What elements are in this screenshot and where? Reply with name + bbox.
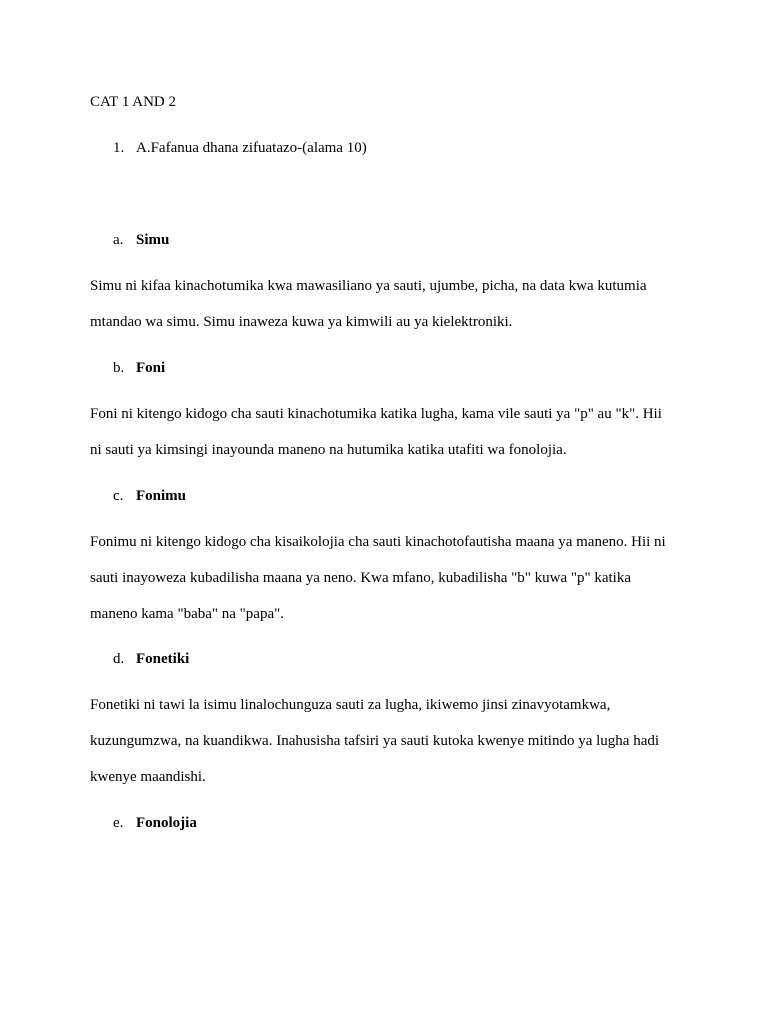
paragraph-line: kuzungumzwa, na kuandikwa. Inahusisha tafsiri ya sauti kutoka kwenye mitindo ya lugha hadi <box>90 733 660 749</box>
section-heading-foni <box>113 359 165 377</box>
section-marker: e. <box>113 815 124 831</box>
question-text: A.Fafanua dhana zifuatazo-(alama 10) <box>136 140 367 156</box>
paragraph-line: mtandao wa simu. Simu inaweza kuwa ya kimwili au ya kielektroniki. <box>90 314 513 330</box>
section-term: Fonetiki <box>136 651 190 667</box>
section-term: Simu <box>136 232 170 248</box>
paragraph-line: Simu ni kifaa kinachotumika kwa mawasiliano ya sauti, ujumbe, picha, na data kwa kutumia <box>90 278 647 294</box>
section-marker: b. <box>113 360 125 376</box>
section-paragraph-simu <box>90 268 680 340</box>
document-title: CAT 1 AND 2 <box>90 94 176 110</box>
section-term: Fonolojia <box>136 815 197 831</box>
section-term: Foni <box>136 360 166 376</box>
section-heading-fonimu <box>113 487 186 505</box>
section-paragraph-fonetiki <box>90 687 680 795</box>
paragraph-line: sauti inayoweza kubadilisha maana ya neno. Kwa mfano, kubadilisha "b" kuwa "p" katika <box>90 570 632 586</box>
section-heading-fonolojia <box>113 814 197 832</box>
paragraph-line: ni sauti ya kimsingi inayounda maneno na hutumika katika utafiti wa fonolojia. <box>90 442 567 458</box>
question-number: 1. <box>113 140 125 156</box>
section-heading-simu <box>113 231 169 249</box>
section-term: Fonimu <box>136 488 187 504</box>
section-marker: c. <box>113 488 124 504</box>
paragraph-line: maneno kama "baba" na "papa". <box>90 606 284 622</box>
section-heading-fonetiki <box>113 650 189 668</box>
section-marker: d. <box>113 651 125 667</box>
paragraph-line: Fonimu ni kitengo kidogo cha kisaikolojia cha sauti kinachotofautisha maana ya maneno. Hii ni <box>90 534 666 550</box>
paragraph-line: Fonetiki ni tawi la isimu linalochunguza sauti za lugha, ikiwemo jinsi zinavyotamkwa, <box>90 697 611 713</box>
paragraph-line: kwenye maandishi. <box>90 769 206 785</box>
paragraph-line: Foni ni kitengo kidogo cha sauti kinachotumika katika lugha, kama vile sauti ya "p" au "k". Hii <box>90 406 662 422</box>
section-marker: a. <box>113 232 124 248</box>
question-line <box>113 139 367 157</box>
section-paragraph-foni <box>90 396 680 468</box>
section-paragraph-fonimu <box>90 524 680 632</box>
